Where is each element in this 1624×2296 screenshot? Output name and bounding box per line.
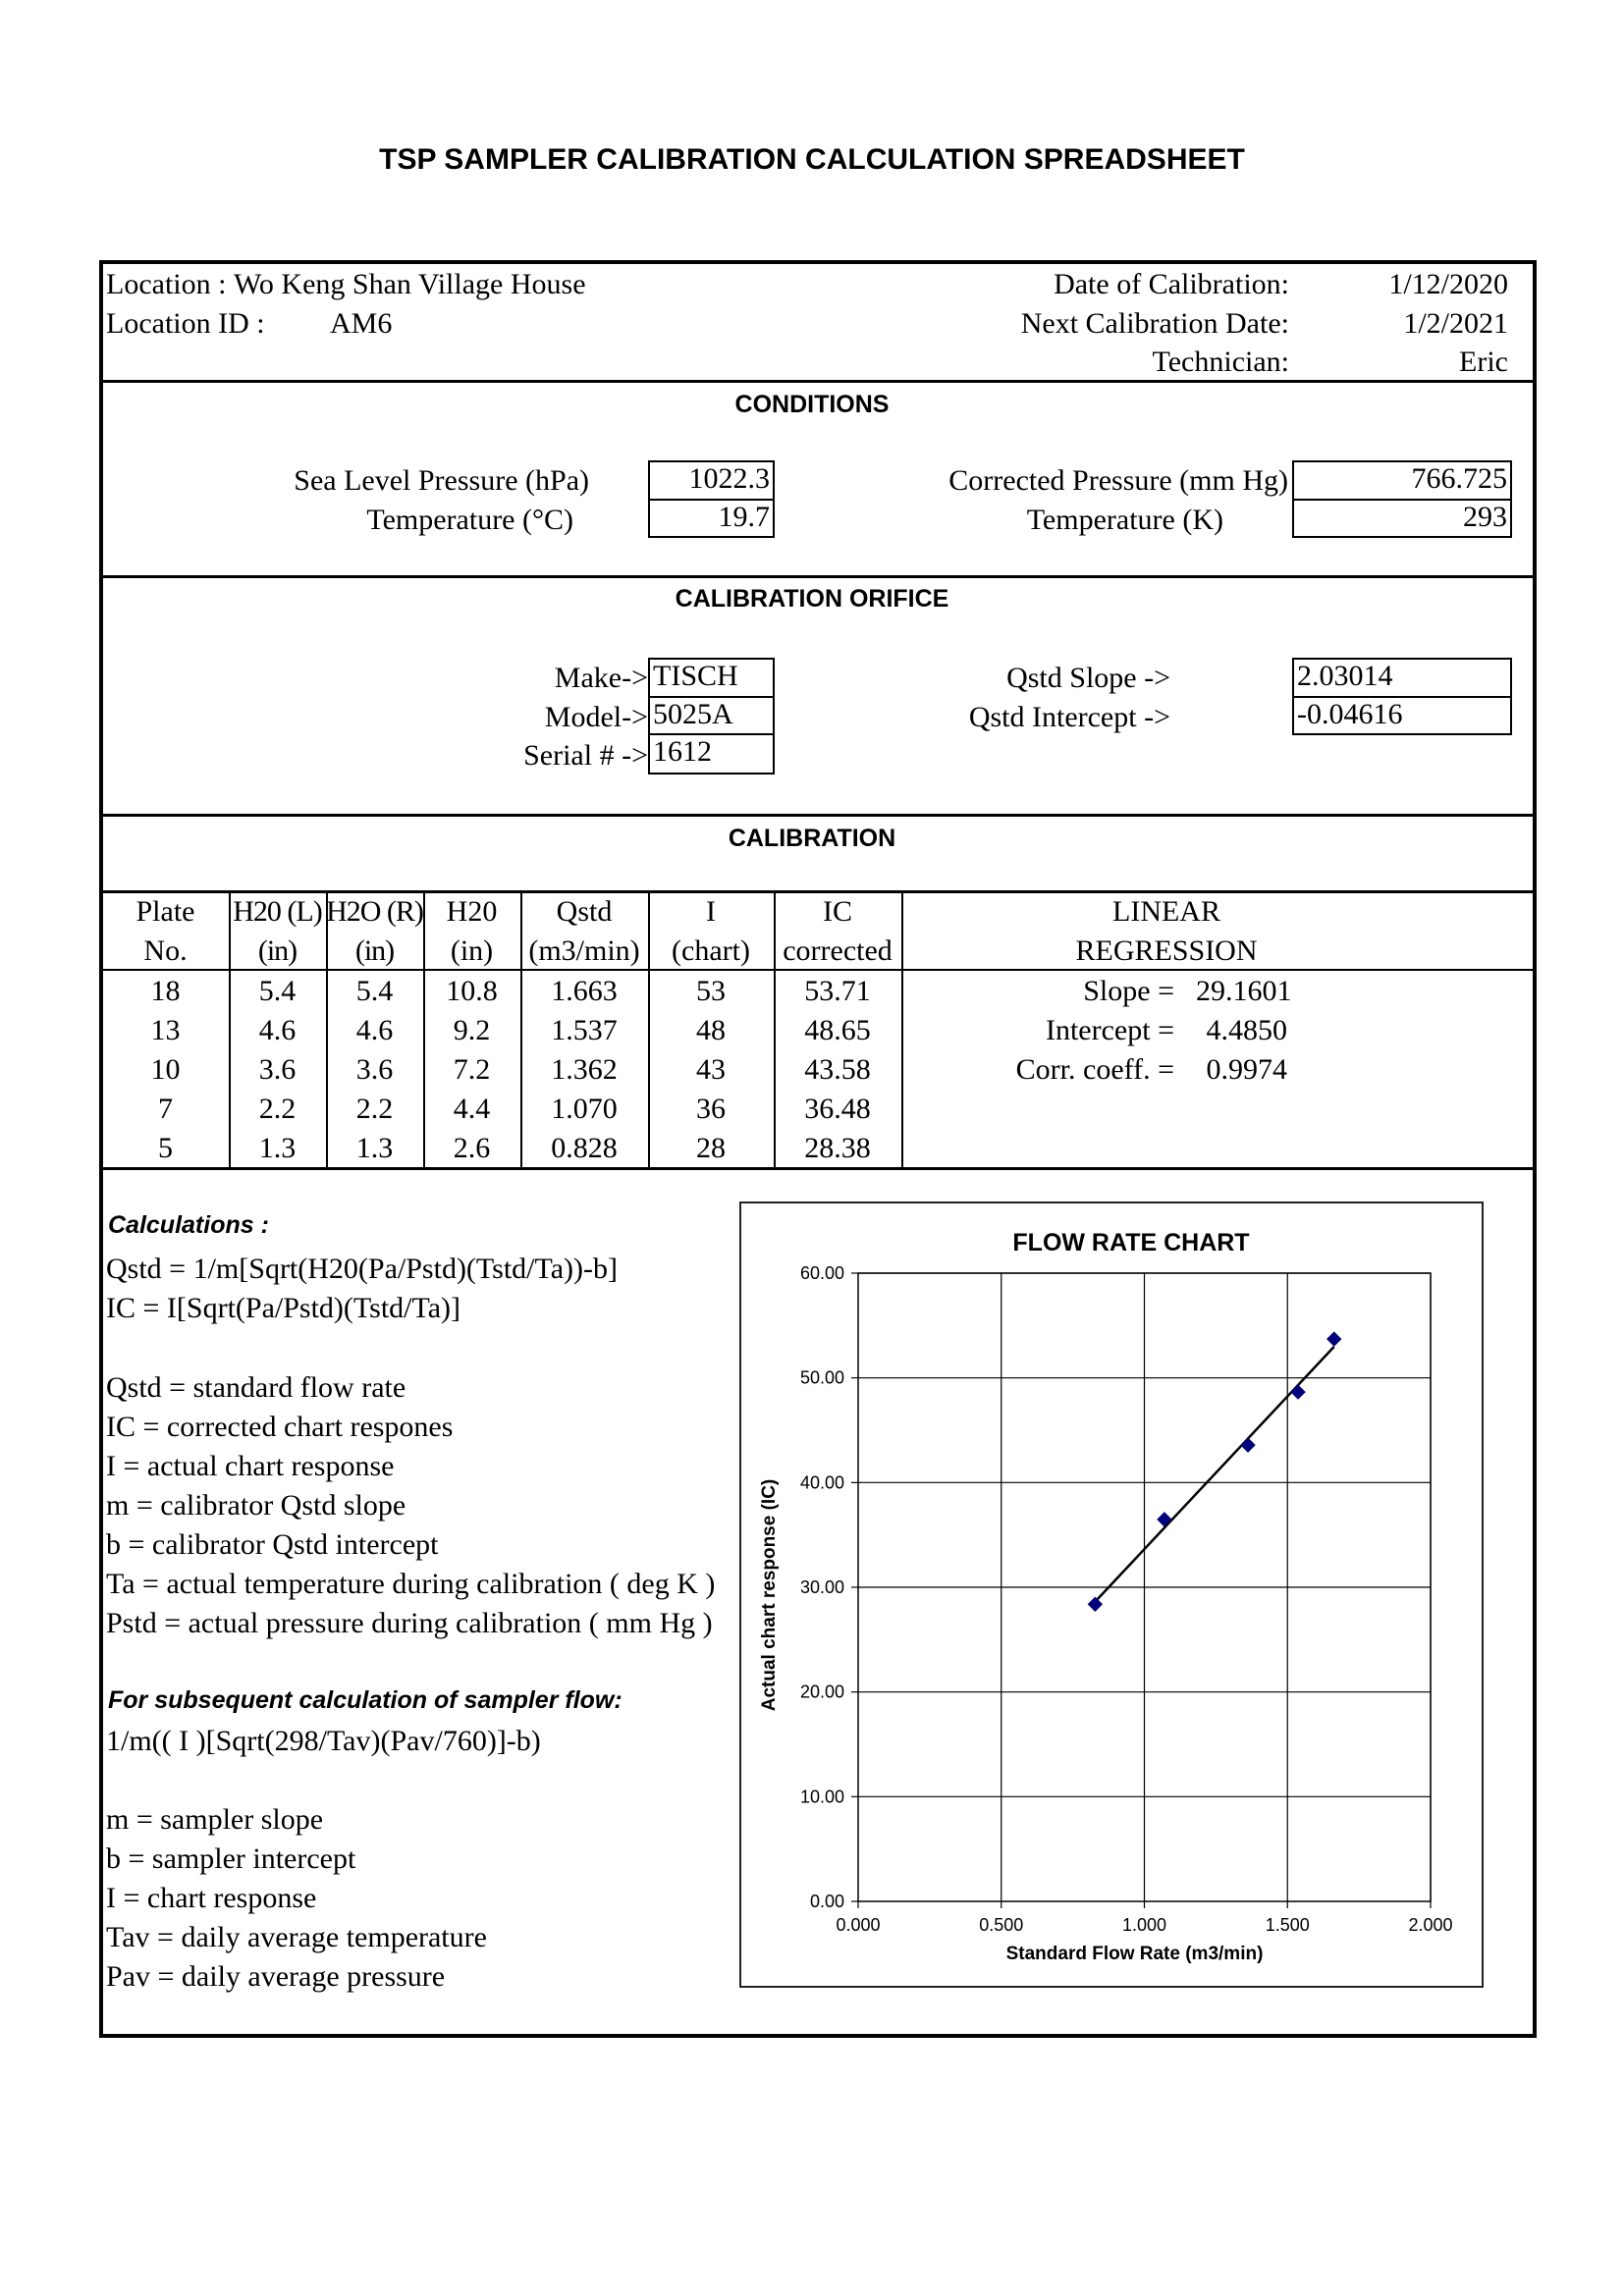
corr-coeff-value: 0.9974 <box>1206 1053 1287 1086</box>
sampler-formula: 1/m(( I )[Sqrt(298/Tav)(Pav/760)]-b) <box>106 1725 541 1757</box>
location-value: Wo Keng Shan Village House <box>234 268 586 300</box>
chart-title: FLOW RATE CHART <box>1012 1229 1250 1256</box>
intercept-value: 4.4850 <box>1206 1014 1287 1046</box>
cell-qstd: 1.362 <box>551 1053 618 1086</box>
corrected-pressure-field: 766.725 <box>1292 460 1512 501</box>
x-axis-label: Standard Flow Rate (m3/min) <box>1005 1944 1264 1964</box>
col-header-ic: IC corrected <box>783 895 893 967</box>
definition-line: b = calibrator Qstd intercept <box>106 1528 439 1561</box>
cell-h2o-right: 3.6 <box>355 1053 394 1086</box>
y-tick-label: 0.00 <box>809 1892 844 1911</box>
formula-qstd: Qstd = 1/m[Sqrt(H20(Pa/Pstd)(Tstd/Ta))-b] <box>106 1253 619 1285</box>
cell-i-chart: 53 <box>696 975 726 1007</box>
slope-label: Slope = <box>1083 975 1174 1007</box>
cell-plate-no: 7 <box>158 1093 173 1125</box>
y-tick-label: 10.00 <box>799 1787 844 1807</box>
col-header-h2o-right: H2O (R) (in) <box>326 895 423 967</box>
cell-h2o-left: 3.6 <box>258 1053 297 1086</box>
divider <box>99 380 1537 383</box>
definition-line: I = chart response <box>106 1882 317 1914</box>
chart-frame <box>739 1201 1484 1988</box>
cell-h2o-total: 10.8 <box>446 975 498 1007</box>
cell-plate-no: 13 <box>150 1014 181 1046</box>
cell-h2o-right: 1.3 <box>355 1132 394 1164</box>
cell-qstd: 1.070 <box>551 1093 618 1125</box>
model-field: 5025A <box>648 696 775 735</box>
divider <box>99 1167 1537 1170</box>
technician-value: Eric <box>1459 346 1508 378</box>
definition-line: Pstd = actual pressure during calibration ( mm Hg ) <box>106 1607 713 1639</box>
y-axis-label: Actual chart response (IC) <box>759 1478 780 1712</box>
cell-h2o-total: 4.4 <box>453 1093 491 1125</box>
qstd-slope-label: Qstd Slope -> <box>1006 662 1170 694</box>
serial-field: 1612 <box>648 733 775 774</box>
x-tick-label: 0.000 <box>836 1915 881 1935</box>
sea-level-pressure-label: Sea Level Pressure (hPa) <box>294 464 589 497</box>
y-tick-label: 30.00 <box>799 1577 844 1597</box>
cell-qstd: 1.663 <box>551 975 618 1007</box>
definition-line: Tav = daily average temperature <box>106 1921 487 1953</box>
serial-label: Serial # -> <box>523 739 648 772</box>
qstd-intercept-label: Qstd Intercept -> <box>968 701 1170 733</box>
cell-ic-corrected: 28.38 <box>804 1132 871 1164</box>
intercept-label: Intercept = <box>1045 1014 1174 1046</box>
cell-ic-corrected: 43.58 <box>804 1053 871 1086</box>
cell-qstd: 0.828 <box>551 1132 618 1164</box>
definition-line: m = sampler slope <box>106 1803 324 1836</box>
col-header-h2o-left: H20 (L) (in) <box>233 895 322 967</box>
cell-qstd: 1.537 <box>551 1014 618 1046</box>
formula-ic: IC = I[Sqrt(Pa/Pstd)(Tstd/Ta)] <box>106 1292 461 1324</box>
calibration-heading: CALIBRATION <box>728 825 896 852</box>
temperature-k-field: 293 <box>1292 499 1512 538</box>
col-header-h2o: H20 (in) <box>446 895 498 967</box>
orifice-heading: CALIBRATION ORIFICE <box>675 585 949 613</box>
cell-h2o-total: 2.6 <box>453 1132 491 1164</box>
cell-h2o-right: 4.6 <box>355 1014 394 1046</box>
x-tick-label: 0.500 <box>979 1915 1024 1935</box>
x-tick-label: 2.000 <box>1408 1915 1453 1935</box>
cell-h2o-right: 5.4 <box>355 975 394 1007</box>
definition-line: Pav = daily average pressure <box>106 1960 446 1993</box>
cell-i-chart: 28 <box>696 1132 726 1164</box>
definition-line: I = actual chart response <box>106 1450 395 1482</box>
location-id-value: AM6 <box>330 307 393 340</box>
divider <box>99 575 1537 578</box>
page-title: TSP SAMPLER CALIBRATION CALCULATION SPREADSHEET <box>379 143 1245 176</box>
y-tick-label: 40.00 <box>799 1472 844 1493</box>
location-id-label: Location ID : <box>106 307 265 340</box>
definition-line: Qstd = standard flow rate <box>106 1371 406 1404</box>
temperature-c-label: Temperature (°C) <box>366 504 573 536</box>
x-tick-label: 1.500 <box>1265 1915 1310 1935</box>
cell-h2o-left: 2.2 <box>258 1093 297 1125</box>
make-field: TISCH <box>648 658 775 698</box>
y-tick-label: 50.00 <box>799 1367 844 1388</box>
cell-ic-corrected: 48.65 <box>804 1014 871 1046</box>
cell-ic-corrected: 53.71 <box>804 975 871 1007</box>
cell-h2o-left: 4.6 <box>258 1014 297 1046</box>
cell-i-chart: 36 <box>696 1093 726 1125</box>
temperature-k-label: Temperature (K) <box>1026 504 1223 536</box>
col-header-i: I (chart) <box>672 895 750 967</box>
regression-heading: LINEAR REGRESSION <box>1075 895 1258 967</box>
subsequent-heading: For subsequent calculation of sampler flow: <box>108 1686 623 1714</box>
divider <box>99 814 1537 817</box>
x-tick-label: 1.000 <box>1121 1915 1167 1935</box>
cell-h2o-left: 1.3 <box>258 1132 297 1164</box>
definition-line: Ta = actual temperature during calibration ( deg K ) <box>106 1568 716 1600</box>
qstd-slope-field: 2.03014 <box>1292 658 1512 698</box>
qstd-intercept-field: -0.04616 <box>1292 696 1512 735</box>
definition-line: b = sampler intercept <box>106 1842 356 1875</box>
cell-ic-corrected: 36.48 <box>804 1093 871 1125</box>
y-tick-label: 60.00 <box>799 1263 844 1283</box>
temperature-c-field: 19.7 <box>648 499 775 538</box>
corr-coeff-label: Corr. coeff. = <box>1015 1053 1174 1086</box>
definition-line: m = calibrator Qstd slope <box>106 1489 406 1522</box>
cell-plate-no: 18 <box>150 975 181 1007</box>
definition-line: IC = corrected chart respones <box>106 1411 454 1443</box>
cell-h2o-left: 5.4 <box>258 975 297 1007</box>
sea-level-pressure-field: 1022.3 <box>648 460 775 501</box>
cell-h2o-total: 7.2 <box>453 1053 491 1086</box>
cell-i-chart: 43 <box>696 1053 726 1086</box>
next-calibration-label: Next Calibration Date: <box>1020 307 1289 340</box>
location-label: Location : <box>106 268 227 300</box>
corrected-pressure-label: Corrected Pressure (mm Hg) <box>948 464 1288 497</box>
slope-value: 29.1601 <box>1196 975 1292 1007</box>
col-header-qstd: Qstd (m3/min) <box>528 895 640 967</box>
cell-plate-no: 10 <box>150 1053 181 1086</box>
cell-h2o-right: 2.2 <box>355 1093 394 1125</box>
model-label: Model-> <box>544 701 648 733</box>
technician-label: Technician: <box>1152 346 1289 378</box>
calibration-date-label: Date of Calibration: <box>1054 268 1289 300</box>
calibration-date-value: 1/12/2020 <box>1388 268 1508 300</box>
col-header-plate: Plate No. <box>135 895 195 967</box>
conditions-heading: CONDITIONS <box>734 391 890 418</box>
y-tick-label: 20.00 <box>799 1682 844 1702</box>
make-label: Make-> <box>554 662 648 694</box>
cell-i-chart: 48 <box>696 1014 726 1046</box>
cell-plate-no: 5 <box>158 1132 173 1164</box>
calculations-heading: Calculations : <box>108 1211 269 1239</box>
cell-h2o-total: 9.2 <box>453 1014 491 1046</box>
next-calibration-value: 1/2/2021 <box>1403 307 1508 340</box>
